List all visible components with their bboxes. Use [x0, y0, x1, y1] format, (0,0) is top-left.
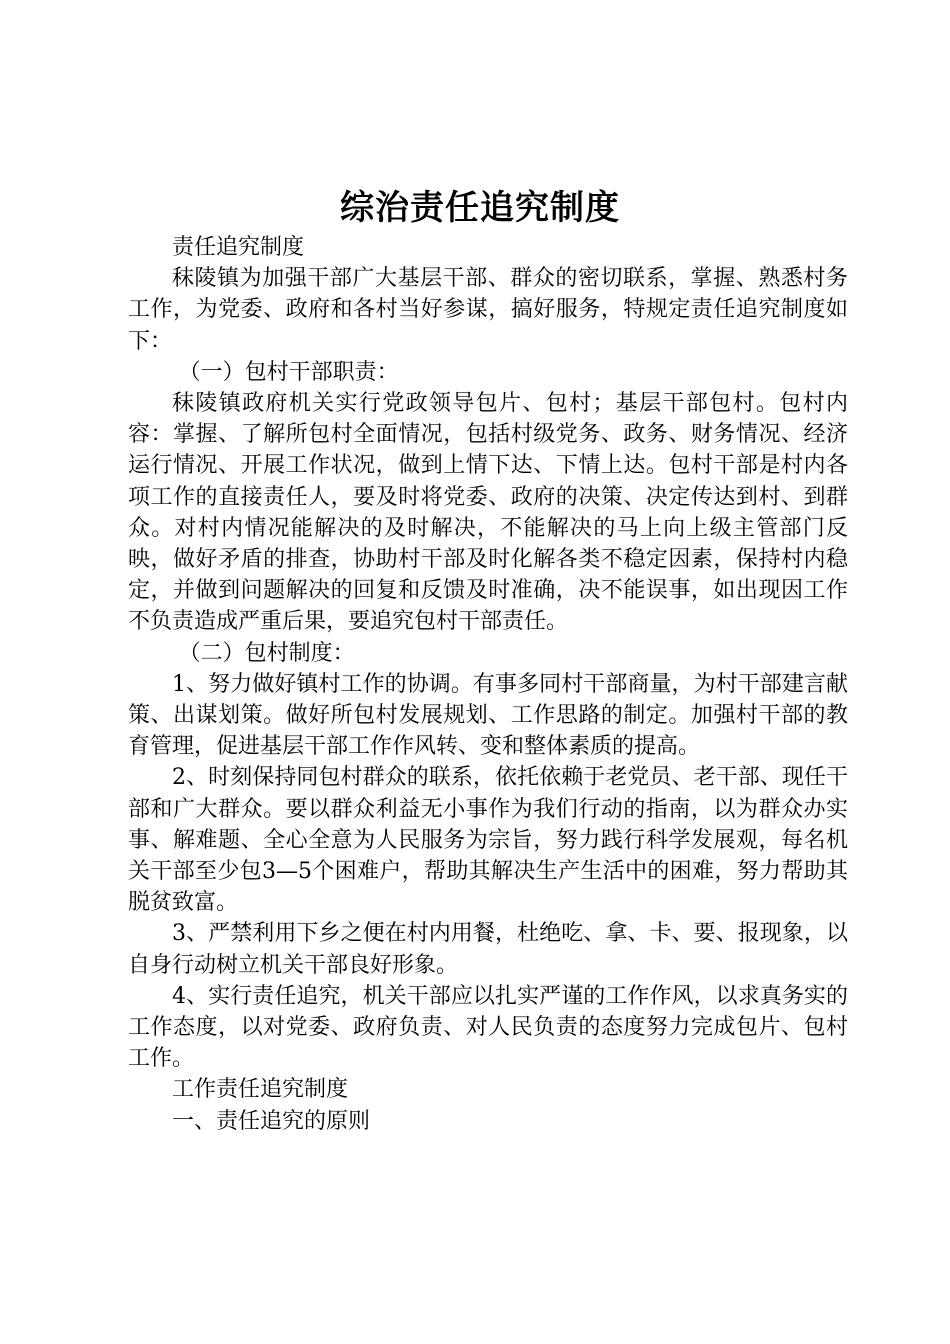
paragraph-intro: 秣陵镇为加强干部广大基层干部、群众的密切联系，掌握、熟悉村务工作，为党委、政府和各村当好参谋，搞好服务，特规定责任追究制度如下：	[128, 266, 848, 354]
paragraph-work-heading: 工作责任追究制度	[172, 1077, 349, 1103]
paragraph-item-2: 2、时刻保持同包村群众的联系，依托依赖于老党员、老干部、现任干部和广大群众。要以群众利益无小事作为我们行动的指南，以为群众办实事、解难题、全心全意为人民服务为宗旨，努力践行科学发展观，每名机关干部至少包3—5个困难户，帮助其解决生产生活中的困难，努力帮助其脱贫致富。	[128, 765, 848, 916]
paragraph-item-1: 1、努力做好镇村工作的协调。有事多同村干部商量，为村干部建言献策、出谋划策。做好所包村发展规划、工作思路的制定。加强村干部的教育管理，促进基层干部工作作风转、变和整体素质的提高。	[128, 671, 848, 760]
paragraph-subtitle: 责任追究制度	[172, 235, 305, 260]
paragraph-item-4: 4、实行责任追究，机关干部应以扎实严谨的工作作风，以求真务实的工作态度，以对党委、政府负责、对人民负责的态度努力完成包片、包村工作。	[128, 983, 848, 1072]
paragraph-item-3: 3、严禁利用下乡之便在村内用餐，杜绝吃、拿、卡、要、报现象，以自身行动树立机关干部良好形象。	[128, 921, 848, 978]
paragraph-principle-heading: 一、责任追究的原则	[172, 1108, 371, 1134]
paragraph-duties: 秣陵镇政府机关实行党政领导包片、包村；基层干部包村。包村内容：掌握、了解所包村全面情况，包括村级党务、政务、财务情况、经济运行情况、开展工作状况，做到上情下达、下情上达。包村干部是村内各项工作的直接责任人，要及时将党委、政府的决策、决定传达到村、到群众。对村内情况能解决的及时解决，不能解决的马上向上级主管部门反映，做好矛盾的排查，协助村干部及时化解各类不稳定因素，保持村内稳定，并做到问题解决的回复和反馈及时准确，决不能误事，如出现因工作不负责造成严重后果，要追究包村干部责任。	[128, 391, 848, 635]
document-title: 综治责任追究制度	[340, 188, 620, 228]
section-heading-system: （二）包村制度：	[178, 640, 355, 666]
section-heading-duties: （一）包村干部职责：	[178, 359, 399, 385]
document-body	[128, 232, 848, 1137]
